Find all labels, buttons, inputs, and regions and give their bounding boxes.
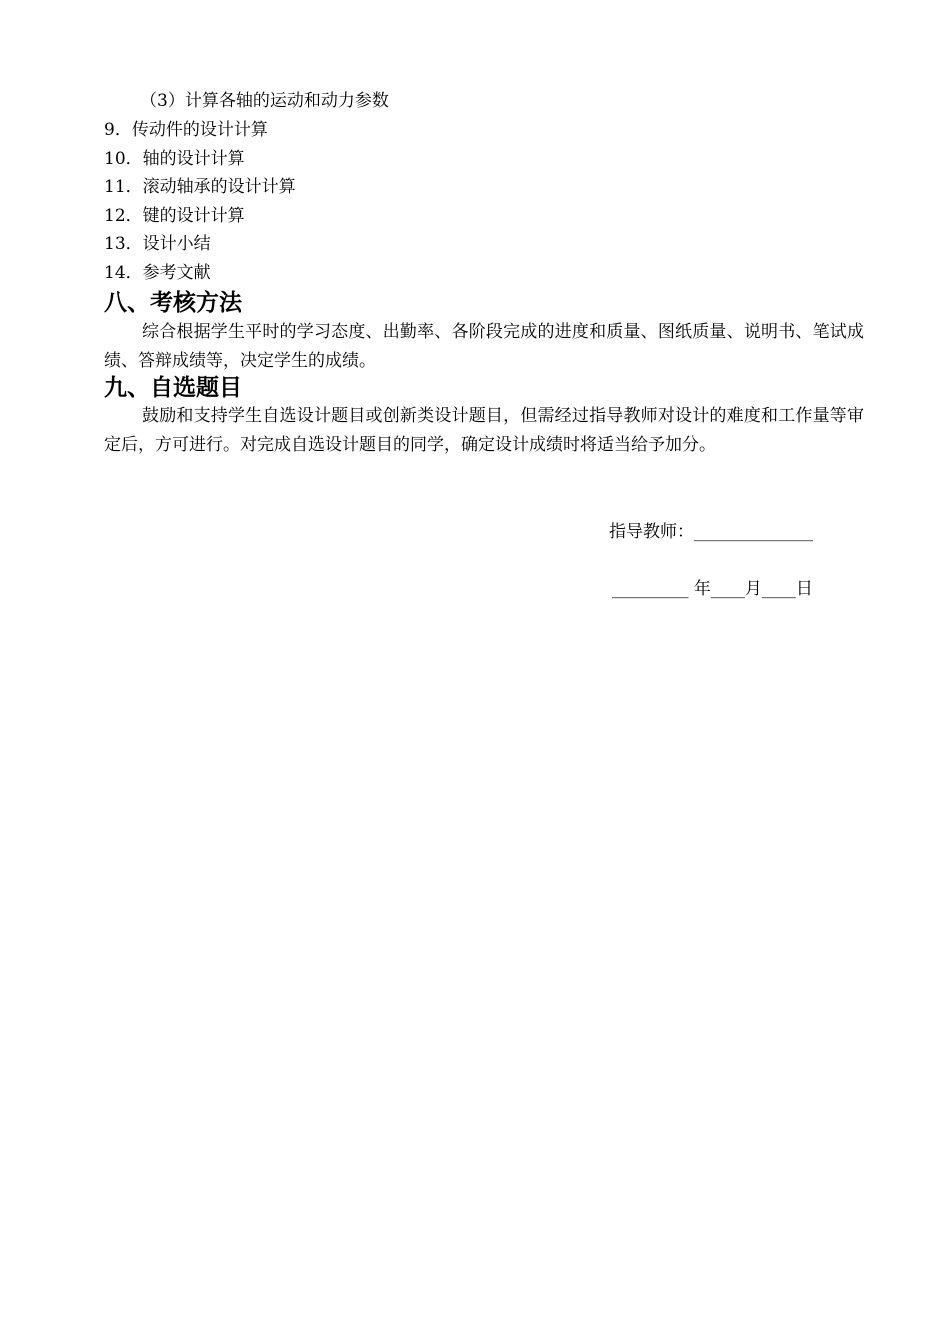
section-8-paragraph: 综合根据学生平时的学习态度、出勤率、各阶段完成的进度和质量、图纸质量、说明书、笔试成绩、答辩成绩等，决定学生的成绩。	[104, 322, 864, 371]
date-line: _________ 年____月____日	[612, 579, 813, 599]
list-item-11: 11．滚动轴承的设计计算	[104, 177, 296, 197]
list-item-10: 10．轴的设计计算	[104, 149, 245, 169]
list-item-12: 12．键的设计计算	[104, 206, 245, 226]
list-item-13: 13．设计小结	[104, 234, 211, 254]
section-9-paragraph: 鼓励和支持学生自选设计题目或创新类设计题目，但需经过指导教师对设计的难度和工作量等审定后，方可进行。对完成自选设计题目的同学，确定设计成绩时将适当给予加分。	[104, 406, 864, 455]
list-item-14: 14．参考文献	[104, 263, 211, 283]
sub-item-3: （3）计算各轴的运动和动力参数	[140, 91, 389, 111]
list-item-9: 9．传动件的设计计算	[104, 120, 268, 140]
section-9-heading: 九、自选题目	[104, 375, 242, 401]
section-8-heading: 八、考核方法	[104, 290, 242, 316]
advisor-signature-line: 指导教师：______________	[609, 522, 813, 542]
